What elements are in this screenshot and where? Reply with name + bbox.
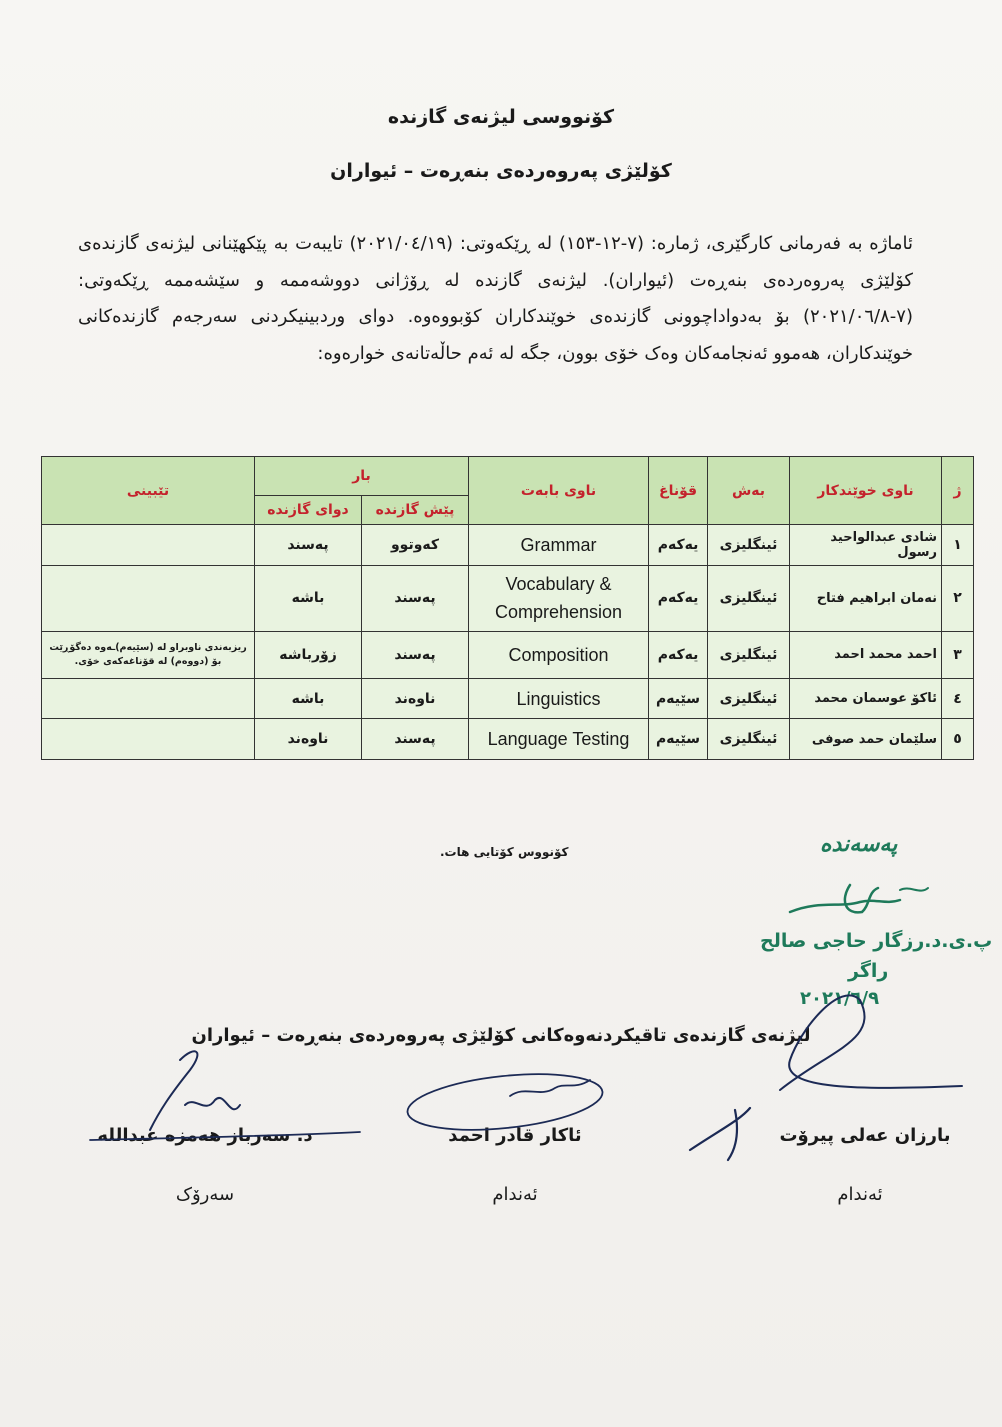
approval-date: ٢٠٢١/٦/٩ <box>800 988 880 1009</box>
row-num: ٢ <box>942 565 974 631</box>
approval-word: پەسەندە <box>820 832 898 857</box>
row-student: ئاکۆ عوسمان محمد <box>790 678 942 719</box>
chair-role: سەرۆک <box>175 1184 235 1205</box>
row-subject: Composition <box>469 631 649 678</box>
row-note: ریزبەندی ناوبراو لە (سێیەم)ـەوە دەگۆڕێت بۆ (دووەم) لە قۆناغەکەی خۆی. <box>42 631 255 678</box>
row-num: ١ <box>942 525 974 566</box>
row-after: پەسند <box>255 525 362 566</box>
chair-name: د. سەرباز هەمزە عبداللە <box>97 1125 313 1146</box>
row-after: باشە <box>255 678 362 719</box>
header-grade: بار <box>255 457 469 496</box>
row-student: سلێمان حمد صوفی <box>790 719 942 760</box>
dean-signature-stroke <box>845 885 878 912</box>
row-stage: یەکەم <box>649 525 708 566</box>
row-after: زۆرباشە <box>255 631 362 678</box>
header-student: ناوی خوێندکار <box>790 457 942 525</box>
row-num: ٥ <box>942 719 974 760</box>
header-notes: تێبینی <box>42 457 255 525</box>
row-student: شادی عبدالواحید رسول <box>790 525 942 566</box>
member-name: ئاکار قادر احمد <box>448 1125 582 1146</box>
row-dept: ئینگلیزی <box>708 525 790 566</box>
row-before: پەسند <box>362 565 469 631</box>
row-stage: یەکەم <box>649 565 708 631</box>
row-dept: ئینگلیزی <box>708 719 790 760</box>
closing-line: کۆنووس کۆتایی هات. <box>440 845 569 859</box>
header-subject: ناوی بابەت <box>469 457 649 525</box>
row-subject: Language Testing <box>469 719 649 760</box>
row-before: کەوتوو <box>362 525 469 566</box>
member1-signature-stroke <box>690 1108 750 1160</box>
row-subject: Vocabulary & Comprehension <box>469 565 649 631</box>
member2-signature-stroke <box>510 1080 590 1096</box>
chair-signature-stroke <box>90 1132 360 1140</box>
member-role: ئەندام <box>837 1184 883 1205</box>
member1-signature-stroke <box>780 995 962 1090</box>
row-after: ناوەند <box>255 719 362 760</box>
header-dept: بەش <box>708 457 790 525</box>
approval-name: پ.ی.د.رزگار حاجی صالح <box>760 930 993 952</box>
row-num: ٤ <box>942 678 974 719</box>
row-dept: ئینگلیزی <box>708 678 790 719</box>
row-before: ناوەند <box>362 678 469 719</box>
header-after: دوای گازندە <box>255 496 362 525</box>
row-dept: ئینگلیزی <box>708 565 790 631</box>
chair-signature-stroke <box>150 1051 240 1130</box>
row-stage: یەکەم <box>649 631 708 678</box>
row-student: احمد محمد احمد <box>790 631 942 678</box>
row-stage: سێیەم <box>649 678 708 719</box>
committee-title: لیژنەی گازندەی تاقیکردنەوەکانی کۆلێژی پەروەردەی بنەڕەت – ئیواران <box>191 1025 811 1046</box>
row-subject: Grammar <box>469 525 649 566</box>
row-student: نەمان ابراهیم فتاح <box>790 565 942 631</box>
member2-signature-stroke <box>405 1066 605 1138</box>
body-paragraph: ئاماژە بە فەرمانی کارگێری، ژمارە: (٧-١٢-١٥٣) لە ڕێکەوتی: (٢٠٢١/٠٤/١٩) تایبەت بە پێکهێنانی لیژنەی گازندەی کۆلێژی پەروەردەی بنەڕەت (ئیواران). لیژنەی گازندە لە ڕۆژانی دووشەممە و سێشەممە ڕێکەوتی: (٧-٢٠٢١/٠٦/٨) بۆ بەدواداچوونی گازندەی خوێندکاران کۆبووەوە. دوای وردبینیکردنی سەرجەم گازندەکانی خوێندکاران، هەموو ئەنجامەکان وەک خۆی بوون، جگە لە ئەم حاڵەتانەی خوارەوە: <box>78 233 914 364</box>
header-stage: قۆناغ <box>649 457 708 525</box>
document-title: کۆنووسی لیژنەی گازندە <box>387 106 615 128</box>
row-after: باشە <box>255 565 362 631</box>
row-dept: ئینگلیزی <box>708 631 790 678</box>
college-title: کۆلێژی پەروەردەی بنەڕەت – ئیواران <box>330 160 672 182</box>
approval-title: راگر <box>848 960 889 982</box>
header-before: پێش گازندە <box>362 496 469 525</box>
row-before: پەسند <box>362 631 469 678</box>
row-stage: سێیەم <box>649 719 708 760</box>
row-num: ٣ <box>942 631 974 678</box>
row-before: پەسند <box>362 719 469 760</box>
member-name: بارزان عەلی پیرۆت <box>779 1125 951 1146</box>
dean-signature-stroke <box>900 888 928 891</box>
header-num: ژ <box>942 457 974 525</box>
row-subject: Linguistics <box>469 678 649 719</box>
member-role: ئەندام <box>492 1184 538 1205</box>
